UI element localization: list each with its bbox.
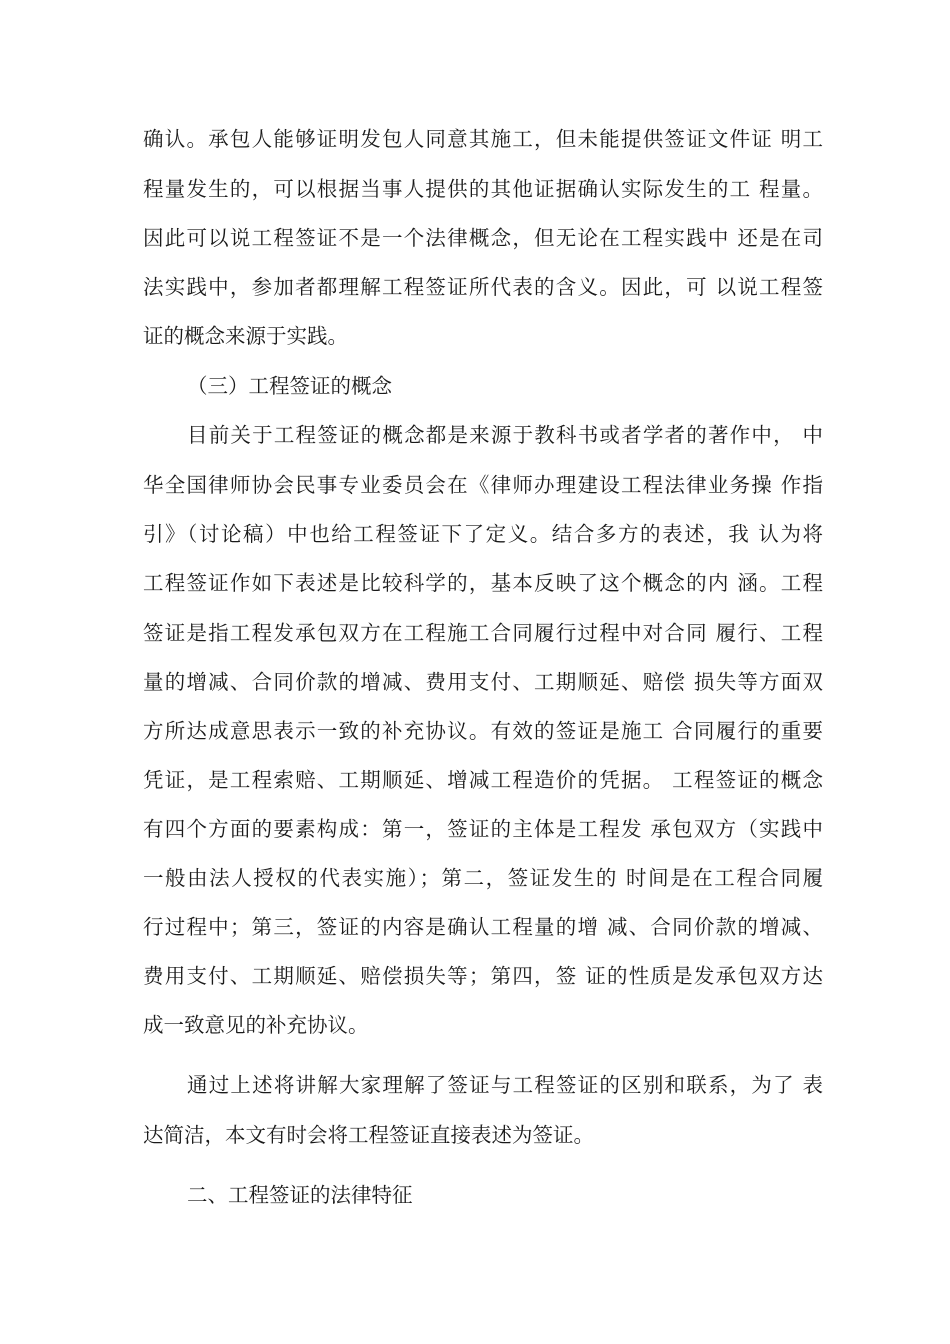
- paragraph-line: 一般由法人授权的代表实施）；第二，签证发生的 时间是在工程合同履: [143, 866, 823, 890]
- paragraph-line: 通过上述将讲解大家理解了签证与工程签证的区别和联系，为了 表: [187, 1073, 823, 1097]
- paragraph-line: 达简洁，本文有时会将工程签证直接表述为签证。: [143, 1123, 594, 1147]
- paragraph-line: 华全国律师协会民事专业委员会在《律师办理建设工程法律业务操 作指: [143, 473, 823, 497]
- section-heading: 二、工程签证的法律特征: [187, 1183, 413, 1207]
- paragraph-line: 证的概念来源于实践。: [143, 324, 348, 348]
- paragraph-line: 确认。承包人能够证明发包人同意其施工，但未能提供签证文件证 明工: [143, 127, 823, 151]
- paragraph-line: 成一致意见的补充协议。: [143, 1013, 369, 1037]
- paragraph-line: 因此可以说工程签证不是一个法律概念，但无论在工程实践中 还是在司: [143, 226, 823, 250]
- paragraph-line: 工程签证作如下表述是比较科学的，基本反映了这个概念的内 涵。工程: [143, 571, 823, 595]
- paragraph-line: 有四个方面的要素构成：第一，签证的主体是工程发 承包双方（实践中: [143, 817, 823, 841]
- paragraph-line: 方所达成意思表示一致的补充协议。有效的签证是施工 合同履行的重要: [143, 719, 823, 743]
- paragraph-line: 法实践中，参加者都理解工程签证所代表的含义。因此，可 以说工程签: [143, 275, 823, 299]
- paragraph-line: 凭证，是工程索赔、工期顺延、增减工程造价的凭据。 工程签证的概念: [143, 768, 823, 792]
- paragraph-line: 费用支付、工期顺延、赔偿损失等；第四，签 证的性质是发承包双方达: [143, 964, 823, 988]
- paragraph-line: 签证是指工程发承包双方在工程施工合同履行过程中对合同 履行、工程: [143, 621, 823, 645]
- paragraph-line: 量的增减、合同价款的增减、费用支付、工期顺延、赔偿 损失等方面双: [143, 670, 823, 694]
- section-heading: （三）工程签证的概念: [187, 374, 392, 398]
- paragraph-line: 引》（讨论稿）中也给工程签证下了定义。结合多方的表述，我 认为将: [143, 522, 823, 546]
- paragraph-line: 目前关于工程签证的概念都是来源于教科书或者学者的著作中， 中: [187, 423, 823, 447]
- paragraph-line: 行过程中；第三，签证的内容是确认工程量的增 减、合同价款的增减、: [143, 915, 823, 939]
- paragraph-line: 程量发生的，可以根据当事人提供的其他证据确认实际发生的工 程量。: [143, 177, 823, 201]
